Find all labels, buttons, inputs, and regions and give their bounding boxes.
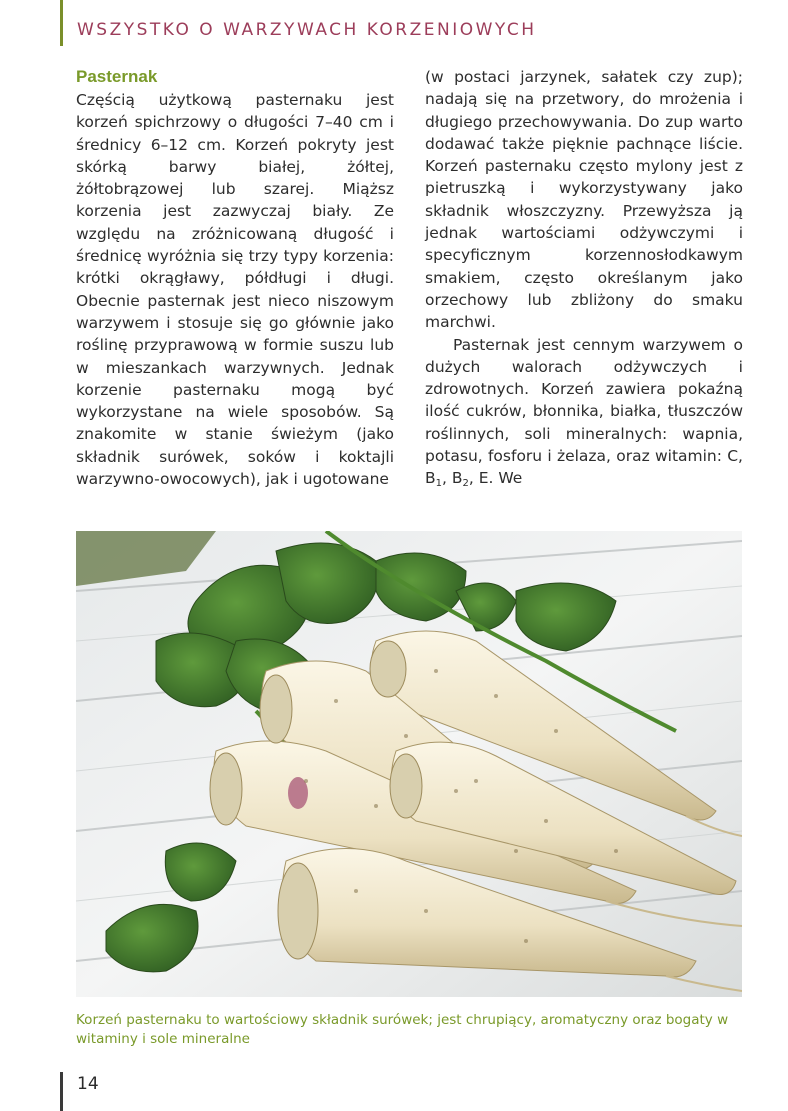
vitamin-b1-subscript: 1 bbox=[435, 478, 443, 490]
text-column-left bbox=[76, 66, 394, 490]
vitamin-b2-subscript: 2 bbox=[462, 478, 469, 490]
page-number: 14 bbox=[77, 1074, 99, 1094]
body-paragraph-2 bbox=[425, 334, 743, 490]
text-column-right bbox=[425, 66, 743, 490]
body-paragraph-1-continued: (w postaci jarzynek, sałatek czy zup); nadają się na przetwory, do mrożenia i długiego przechowywania. Do zup warto dodawać także pięknie pachnące liście. Korzeń pasternaku często mylony jest z pietruszką i wykorzystywany jako składnik włoszczyzny. Przewyższa ją jednak wartościami odżywczymi i specyficznym korzennosłodkawym smakiem, często określanym jako orzechowy lub zbliżony do smaku marchwi. bbox=[425, 68, 743, 332]
body-paragraph-1: Częścią użytkową pasternaku jest korzeń spichrzowy o długości 7–40 cm i średnicy 6–12 cm. Korzeń pokryty jest skórką barwy białej, żółtej, żółtobrązowej lub szarej. Miąższ korzenia jest zazwyczaj biały. Ze względu na zróżnicowaną długość i średnicę wyróżnia się trzy typy korzenia: krótki okrągławy, półdługi i długi. Obecnie pasternak jest nieco niszowym warzywem i stosuje się go głównie jako roślinę przyprawową w formie suszu lub w mieszankach warzywnych. Jednak korzenie pasternaku mogą być wykorzystane na wiele sposobów. Są znakomite w stanie świeżym (jako składnik surówek, soków i koktajli warzywno-owocowych), jak i ugotowane bbox=[76, 91, 394, 489]
figure-caption: Korzeń pasternaku to wartościowy składnik surówek; jest chrupiący, aromatyczny oraz bogaty w witaminy i sole mineralne bbox=[76, 1012, 729, 1047]
parsnip-photo bbox=[76, 531, 742, 997]
vitamin-separator: , B bbox=[442, 469, 463, 488]
paragraph-2-end: , E. We bbox=[468, 469, 523, 488]
header-accent-bar bbox=[60, 0, 63, 46]
running-header: WSZYSTKO O WARZYWACH KORZENIOWYCH bbox=[77, 20, 537, 40]
paragraph-2-text: Pasternak jest cennym warzywem o dużych walorach odżywczych i zdrowotnych. Korzeń zawiera pokaźną ilość cukrów, błonnika, białka, tłuszczów roślinnych, soli mineralnych: wapnia, potasu, fosforu i żelaza, oraz witamin: C, B bbox=[425, 335, 743, 488]
section-title: Pasternak bbox=[76, 67, 158, 86]
footer-accent-bar bbox=[60, 1072, 63, 1111]
